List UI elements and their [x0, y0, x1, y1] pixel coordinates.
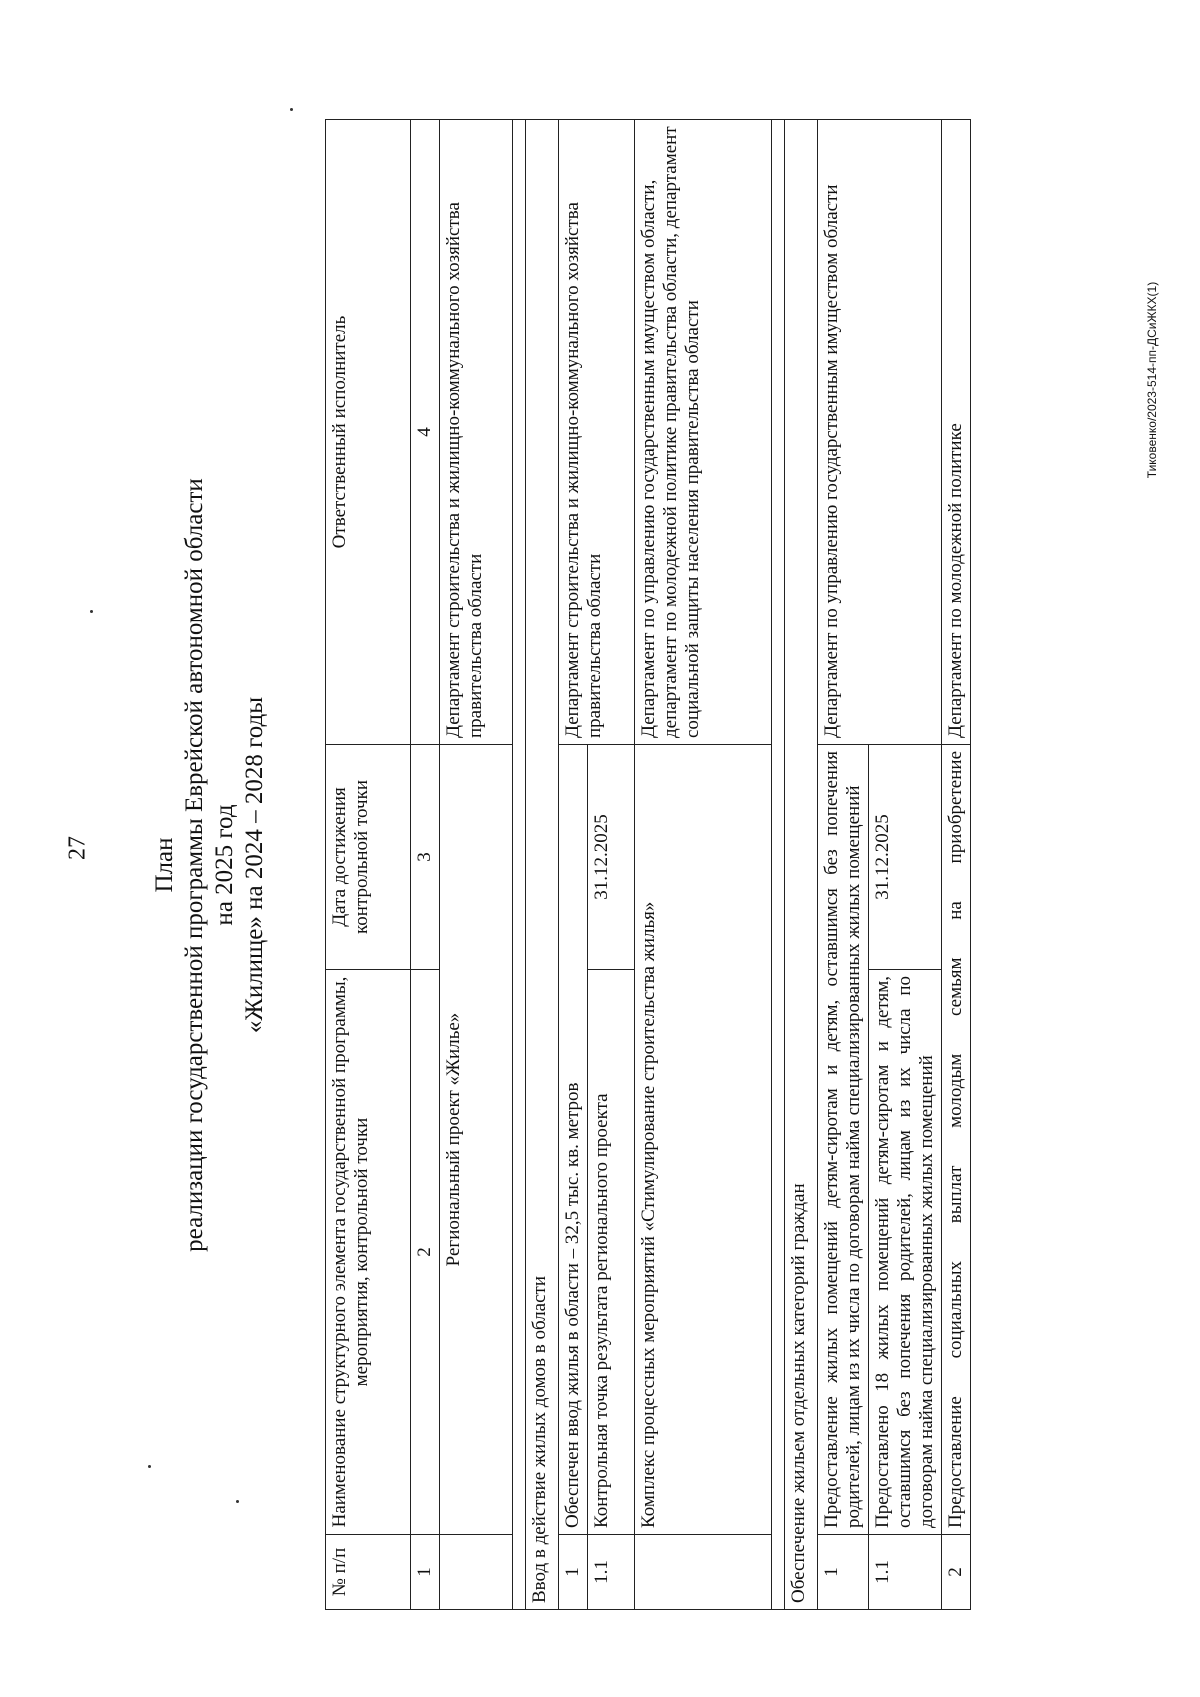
project-num	[440, 1535, 513, 1610]
section-row	[785, 120, 818, 1610]
index-cell-4: 4	[411, 120, 440, 745]
landscape-page	[150, 120, 1090, 1610]
header-executor: Ответственный исполнитель	[326, 120, 411, 745]
row-num: 1	[559, 1535, 588, 1610]
row-num: 2	[942, 1535, 971, 1610]
row-name: Предоставление жилых помещений детям-сиротам и детям, оставшимся без попечения родителей, лицам из их числа по договорам найма специализированных жилых помещений	[818, 745, 869, 1535]
header-date: Дата достижения контрольной точки	[326, 745, 411, 970]
complex-executor: Департамент по управлению государственным имуществом области, департамент по молодежной политике правительства области, департамент социальной защиты населения правительства области	[635, 120, 772, 745]
section-row	[526, 120, 559, 1610]
table-row	[559, 120, 588, 1610]
title-line-4: «Жилище» на 2024 – 2028 годы	[241, 696, 268, 1034]
row-executor: Департамент по управлению государственным имуществом области	[818, 120, 942, 745]
project-row	[440, 120, 513, 1610]
complex-num	[635, 1535, 772, 1610]
plan-table	[325, 119, 971, 1610]
row-date: 31.12.2025	[588, 745, 635, 970]
row-name: Обеспечен ввод жилья в области – 32,5 тыс. кв. метров	[559, 745, 588, 1535]
section-title: Ввод в действие жилых домов в области	[526, 120, 559, 1610]
title-line-2: реализации государственной программы Еврейской автономной области	[181, 478, 208, 1252]
project-name: Региональный проект «Жилье»	[440, 745, 513, 1535]
spacer-row	[513, 120, 526, 1610]
document-code: Тиковенко/2023-514-пп-ДСиЖКХ(1)	[1145, 281, 1159, 479]
row-name: Предоставление социальных выплат молодым семьям на приобретение	[942, 745, 971, 1535]
row-name: Предоставлено 18 жилых помещений детям-сиротам и детям, оставшимся без попечения родителей, лицам из их числа по договорам найма специализированных жилых помещений	[869, 970, 942, 1535]
spacer-cell	[513, 120, 526, 1610]
row-num: 1.1	[588, 1535, 635, 1610]
row-executor: Департамент по молодежной политике	[942, 120, 971, 745]
scan-speck	[90, 610, 93, 613]
header-row	[326, 120, 411, 1610]
table-row	[942, 120, 971, 1610]
row-executor: Департамент строительства и жилищно-коммунального хозяйства правительства области	[559, 120, 635, 745]
complex-name: Комплекс процессных мероприятий «Стимулирование строительства жилья»	[635, 745, 772, 1535]
spacer-cell	[772, 120, 785, 1610]
project-executor: Департамент строительства и жилищно-коммунального хозяйства правительства области	[440, 120, 513, 745]
index-cell-1: 1	[411, 1535, 440, 1610]
header-name: Наименование структурного элемента государственной программы, мероприятия, контрольной точки	[326, 970, 411, 1535]
page-number: 27	[64, 836, 91, 860]
row-num: 1	[818, 1535, 869, 1610]
title-line-3: на 2025 год	[211, 804, 238, 926]
section-title: Обеспечение жильем отдельных категорий граждан	[785, 120, 818, 1610]
scan-speck	[290, 108, 293, 111]
row-name: Контрольная точка результата регионального проекта	[588, 970, 635, 1535]
document-title	[150, 120, 300, 1610]
index-row	[411, 120, 440, 1610]
table-row	[818, 120, 869, 1610]
complex-row	[635, 120, 772, 1610]
row-num: 1.1	[869, 1535, 942, 1610]
spacer-row	[772, 120, 785, 1610]
index-cell-2: 2	[411, 970, 440, 1535]
header-num: № п/п	[326, 1535, 411, 1610]
title-line-1: План	[151, 837, 178, 893]
row-date: 31.12.2025	[869, 745, 942, 970]
index-cell-3: 3	[411, 745, 440, 970]
